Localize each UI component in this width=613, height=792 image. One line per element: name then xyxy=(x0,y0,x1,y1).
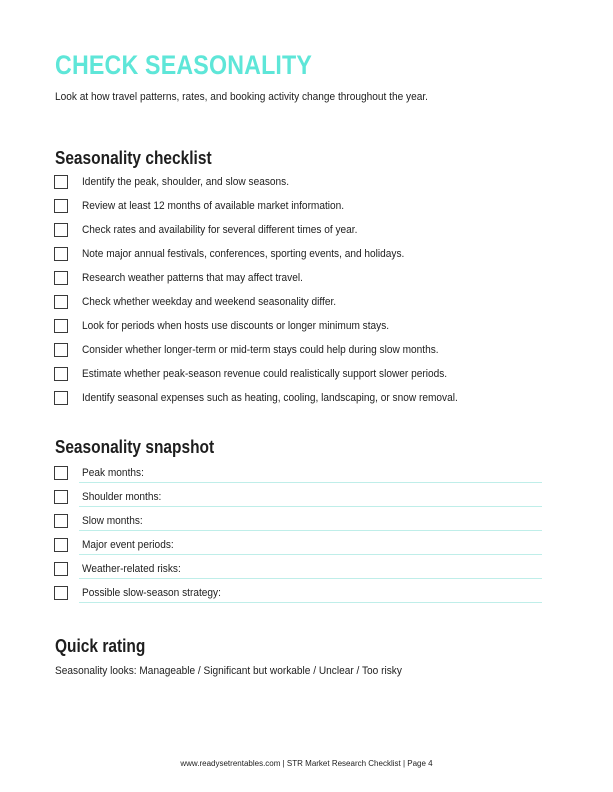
checkbox[interactable] xyxy=(54,538,68,552)
snapshot-answer-line[interactable] xyxy=(79,482,542,483)
checklist-item-label: Consider whether longer-term or mid-term stays could help during slow months. xyxy=(82,344,439,356)
checkbox[interactable] xyxy=(54,295,68,309)
checkbox[interactable] xyxy=(54,199,68,213)
page-title: CHECK SEASONALITY xyxy=(55,50,313,80)
checkbox[interactable] xyxy=(54,175,68,189)
checkbox[interactable] xyxy=(54,586,68,600)
snapshot-item-label: Weather-related risks: xyxy=(82,563,181,575)
rating-options: Seasonality looks: Manageable / Significant but workable / Unclear / Too risky xyxy=(55,665,402,677)
checklist-item-label: Research weather patterns that may affect travel. xyxy=(82,272,303,284)
checkbox[interactable] xyxy=(54,223,68,237)
intro-text: Look at how travel patterns, rates, and booking activity change throughout the year. xyxy=(55,91,428,103)
snapshot-answer-line[interactable] xyxy=(79,578,542,579)
rating-heading: Quick rating xyxy=(55,636,146,656)
checkbox[interactable] xyxy=(54,490,68,504)
snapshot-answer-line[interactable] xyxy=(79,554,542,555)
snapshot-item-label: Major event periods: xyxy=(82,539,174,551)
snapshot-item-label: Slow months: xyxy=(82,515,143,527)
snapshot-answer-line[interactable] xyxy=(79,602,542,603)
checkbox[interactable] xyxy=(54,247,68,261)
page-footer: www.readysetrentables.com | STR Market Research Checklist | Page 4 xyxy=(180,759,433,768)
checklist-item-label: Review at least 12 months of available market information. xyxy=(82,200,345,212)
checkbox[interactable] xyxy=(54,391,68,405)
checklist-item-label: Check rates and availability for several different times of year. xyxy=(82,224,358,236)
checklist-item-label: Look for periods when hosts use discounts or longer minimum stays. xyxy=(82,320,390,332)
checkbox[interactable] xyxy=(54,367,68,381)
snapshot-heading: Seasonality snapshot xyxy=(55,437,215,457)
checklist-item-label: Check whether weekday and weekend seasonality differ. xyxy=(82,296,337,308)
checklist-item-label: Identify seasonal expenses such as heating, cooling, landscaping, or snow removal. xyxy=(82,392,458,404)
checkbox[interactable] xyxy=(54,319,68,333)
checklist-item-label: Note major annual festivals, conferences, sporting events, and holidays. xyxy=(82,248,405,260)
snapshot-item-label: Peak months: xyxy=(82,467,144,479)
checklist-item-label: Estimate whether peak-season revenue could realistically support slower periods. xyxy=(82,368,448,380)
snapshot-item-label: Possible slow-season strategy: xyxy=(82,587,221,599)
checkbox[interactable] xyxy=(54,271,68,285)
checkbox[interactable] xyxy=(54,343,68,357)
snapshot-item-label: Shoulder months: xyxy=(82,491,162,503)
checkbox[interactable] xyxy=(54,514,68,528)
checkbox[interactable] xyxy=(54,562,68,576)
checklist-item-label: Identify the peak, shoulder, and slow seasons. xyxy=(82,176,290,188)
checklist-heading: Seasonality checklist xyxy=(55,148,212,168)
snapshot-answer-line[interactable] xyxy=(79,506,542,507)
snapshot-answer-line[interactable] xyxy=(79,530,542,531)
checkbox[interactable] xyxy=(54,466,68,480)
